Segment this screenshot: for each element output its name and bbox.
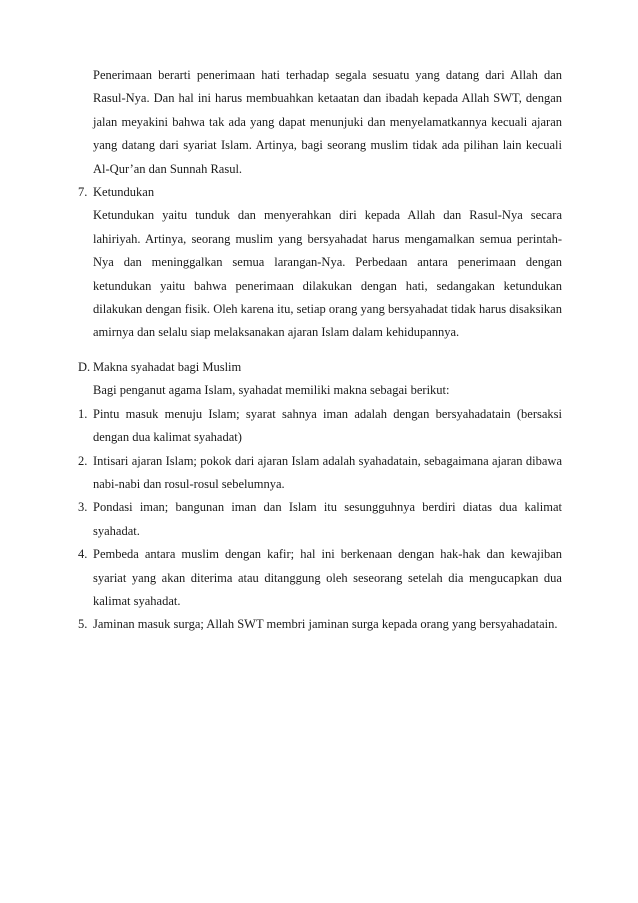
list-item-7 [78, 181, 562, 345]
item-title: Ketundukan [93, 185, 155, 200]
item-paragraph: Ketundukan yaitu tunduk dan menyerahkan diri kepada Allah dan Rasul-Nya secara lahiriyah. Artinya, seorang muslim yang bersyahadat harus mengamalkan semua perintah-Nya dan meninggalkan semua larangan-Nya. Perbedaan antara penerimaan dengan ketundukan yaitu bahwa penerimaan dilakukan dengan hati, sedangakan ketundukan dilakukan dengan fisik. Oleh karena itu, setiap orang yang bersyahadat tidak harus disaksikan amirnya dan selalu siap melaksanakan ajaran Islam dalam kehidupannya. [93, 208, 562, 340]
document-body [78, 64, 562, 637]
list-number: 5. [78, 617, 88, 632]
list-number: 1. [78, 406, 88, 421]
list-item [78, 450, 562, 497]
list-number: 7. [78, 185, 88, 200]
list-number: 3. [78, 500, 88, 515]
section-letter: D. [78, 359, 91, 374]
list-item-text: Pintu masuk menuju Islam; syarat sahnya iman adalah dengan bersyahadatain (bersaksi dengan dua kalimat syahadat) [93, 406, 562, 445]
list-item [78, 496, 562, 543]
section-intro: Bagi penganut agama Islam, syahadat memiliki makna sebagai berikut: [93, 383, 450, 398]
numbered-list [78, 403, 562, 637]
spacer [78, 345, 562, 356]
list-item-text: Pembeda antara muslim dengan kafir; hal ini berkenaan dengan hak-hak dan kewajiban syariat yang akan diterima atau ditanggung oleh seseorang setelah dia mengucapkan dua kalimat syahadat. [93, 547, 562, 608]
section-title: Makna syahadat bagi Muslim [93, 359, 242, 374]
list-number: 2. [78, 453, 88, 468]
list-item-text: Pondasi iman; bangunan iman dan Islam itu sesungguhnya berdiri diatas dua kalimat syahadat. [93, 500, 562, 538]
section-heading-d [78, 356, 562, 379]
list-number: 4. [78, 547, 88, 562]
list-item [78, 403, 562, 450]
list-item-content [93, 181, 562, 345]
intro-paragraph: Penerimaan berarti penerimaan hati terhadap segala sesuatu yang datang dari Allah dan Rasul-Nya. Dan hal ini harus membuahkan ketaatan dan ibadah kepada Allah SWT, dengan jalan meyakini bahwa tak ada yang dapat menunjuki dan menyelamatkannya kecuali ajaran yang datang dari syariat Islam. Artinya, bagi seorang muslim tidak ada pilihan lain kecuali Al-Qur’an dan Sunnah Rasul. [93, 68, 562, 176]
list-item-text: Jaminan masuk surga; Allah SWT membri jaminan surga kepada orang yang bersyahadatain. [93, 617, 558, 632]
list-item-text: Intisari ajaran Islam; pokok dari ajaran Islam adalah syahadatain, sebagaimana ajaran dibawa nabi-nabi dan rosul-rosul sebelumnya. [93, 453, 562, 491]
list-item [78, 543, 562, 613]
list-item [78, 613, 562, 636]
